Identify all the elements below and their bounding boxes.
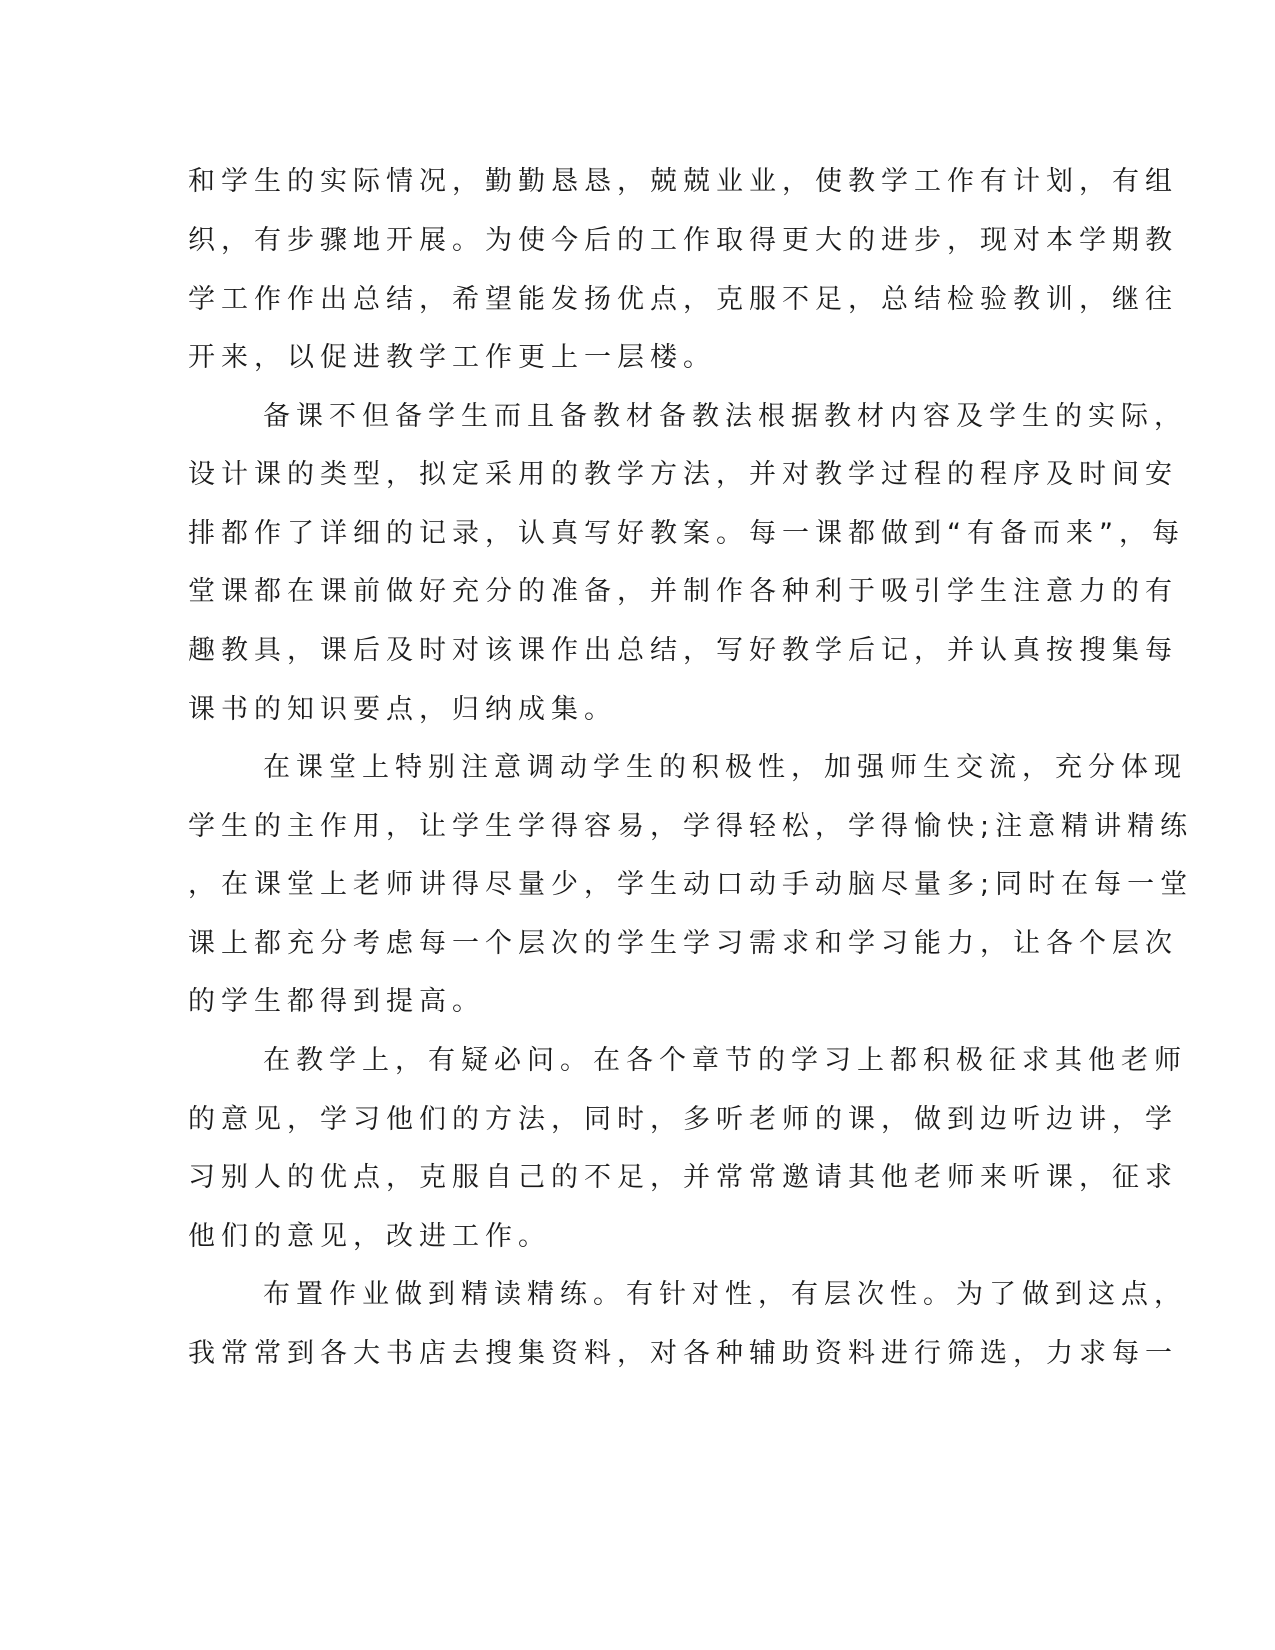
text-line: 的意见，学习他们的方法，同时，多听老师的课，做到边听边讲，学: [188, 1104, 1178, 1135]
text-line: 设计课的类型，拟定采用的教学方法，并对教学过程的程序及时间安: [188, 459, 1178, 490]
paragraph-first-line: 在教学上，有疑必问。在各个章节的学习上都积极征求其他老师: [263, 1045, 1187, 1076]
text-line: 我常常到各大书店去搜集资料，对各种辅助资料进行筛选，力求每一: [188, 1338, 1178, 1369]
paragraph-first-line: 在课堂上特别注意调动学生的积极性，加强师生交流，充分体现: [263, 752, 1187, 783]
text-line: 习别人的优点，克服自己的不足，并常常邀请其他老师来听课，征求: [188, 1162, 1178, 1193]
text-line: 学生的主作用，让学生学得容易，学得轻松，学得愉快;注意精讲精练: [188, 811, 1194, 842]
text-line: 课上都充分考虑每一个层次的学生学习需求和学习能力，让各个层次: [188, 928, 1178, 959]
text-line: 课书的知识要点，归纳成集。: [188, 694, 617, 725]
text-line: 趣教具，课后及时对该课作出总结，写好教学后记，并认真按搜集每: [188, 635, 1178, 666]
text-line: ，在课堂上老师讲得尽量少，学生动口动手动脑尽量多;同时在每一堂: [188, 869, 1194, 900]
text-line: 学工作作出总结，希望能发扬优点，克服不足，总结检验教训，继往: [188, 284, 1178, 315]
text-line: 开来，以促进教学工作更上一层楼。: [188, 342, 716, 373]
text-line: 和学生的实际情况，勤勤恳恳，兢兢业业，使教学工作有计划，有组: [188, 166, 1178, 197]
paragraph-first-line: 布置作业做到精读精练。有针对性，有层次性。为了做到这点，: [263, 1279, 1187, 1310]
text-line: 堂课都在课前做好充分的准备，并制作各种利于吸引学生注意力的有: [188, 576, 1178, 607]
paragraph-first-line: 备课不但备学生而且备教材备教法根据教材内容及学生的实际，: [263, 401, 1187, 432]
text-line: 他们的意见，改进工作。: [188, 1221, 551, 1252]
text-line: 织，有步骤地开展。为使今后的工作取得更大的进步，现对本学期教: [188, 225, 1178, 256]
text-line: 排都作了详细的记录，认真写好教案。每一课都做到“有备而来”，每: [188, 518, 1185, 549]
text-line: 的学生都得到提高。: [188, 986, 485, 1017]
